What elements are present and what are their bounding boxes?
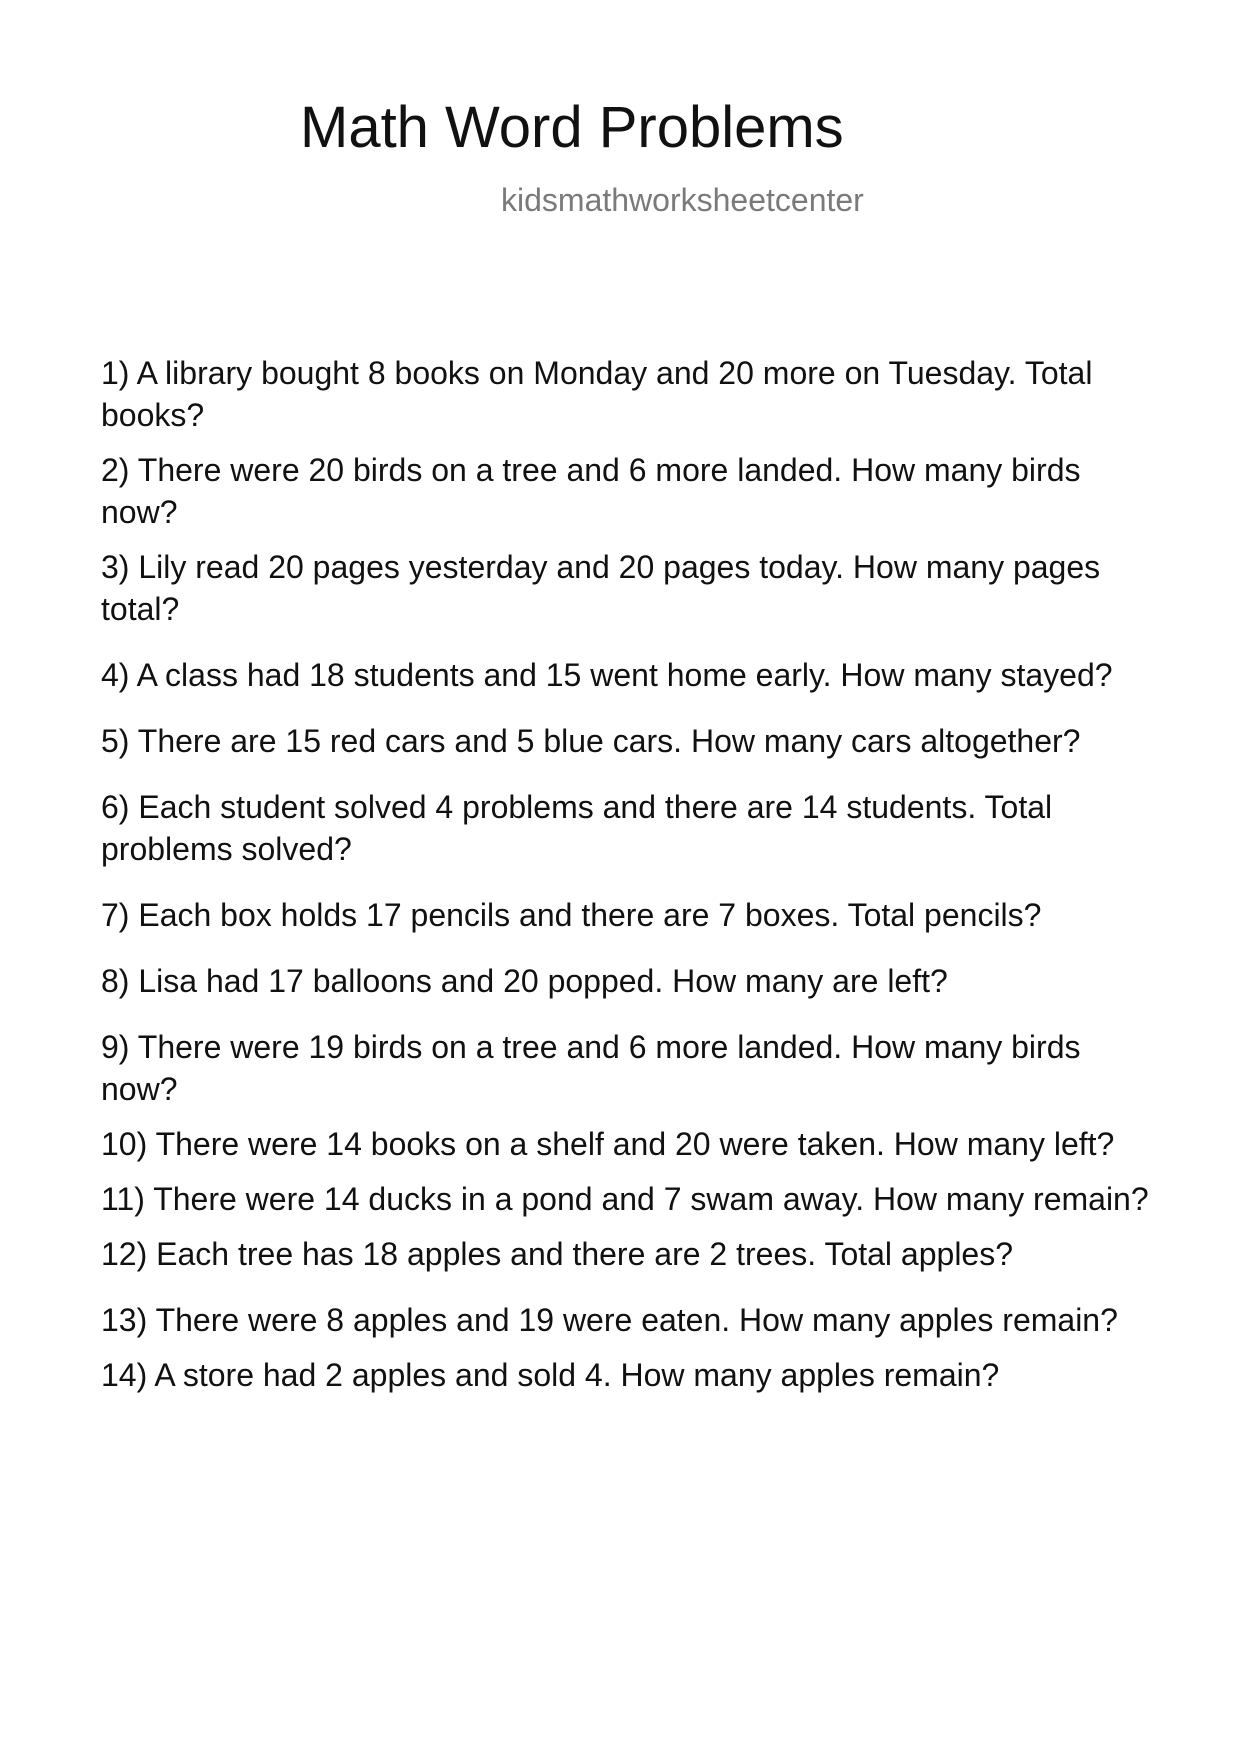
problem-item: 5) There are 15 red cars and 5 blue cars. How many cars altogether?	[101, 723, 1081, 759]
problem-item: 6) Each student solved 4 problems and there are 14 students. Total problems solved?	[101, 789, 1053, 867]
problem-list	[101, 352, 1161, 1396]
problem-item: 3) Lily read 20 pages yesterday and 20 pages today. How many pages total?	[101, 549, 1101, 627]
problem-item: 12) Each tree has 18 apples and there are 2 trees. Total apples?	[101, 1236, 1014, 1272]
problem-item: 7) Each box holds 17 pencils and there are 7 boxes. Total pencils?	[101, 897, 1042, 933]
problem-item: 8) Lisa had 17 balloons and 20 popped. How many are left?	[101, 963, 948, 999]
problem-item: 10) There were 14 books on a shelf and 20 were taken. How many left?	[101, 1126, 1115, 1162]
problem-item: 11) There were 14 ducks in a pond and 7 swam away. How many remain?	[101, 1181, 1149, 1217]
problem-item: 9) There were 19 birds on a tree and 6 more landed. How many birds now?	[101, 1029, 1081, 1107]
problem-item: 14) A store had 2 apples and sold 4. How many apples remain?	[101, 1357, 1000, 1393]
page-title: Math Word Problems	[300, 95, 844, 160]
problem-item: 2) There were 20 birds on a tree and 6 more landed. How many birds now?	[101, 452, 1081, 530]
problem-item: 4) A class had 18 students and 15 went home early. How many stayed?	[101, 657, 1113, 693]
problem-item: 1) A library bought 8 books on Monday and 20 more on Tuesday. Total books?	[101, 355, 1093, 433]
problem-item: 13) There were 8 apples and 19 were eaten. How many apples remain?	[101, 1302, 1118, 1338]
source-label: kidsmathworksheetcenter	[501, 182, 864, 218]
